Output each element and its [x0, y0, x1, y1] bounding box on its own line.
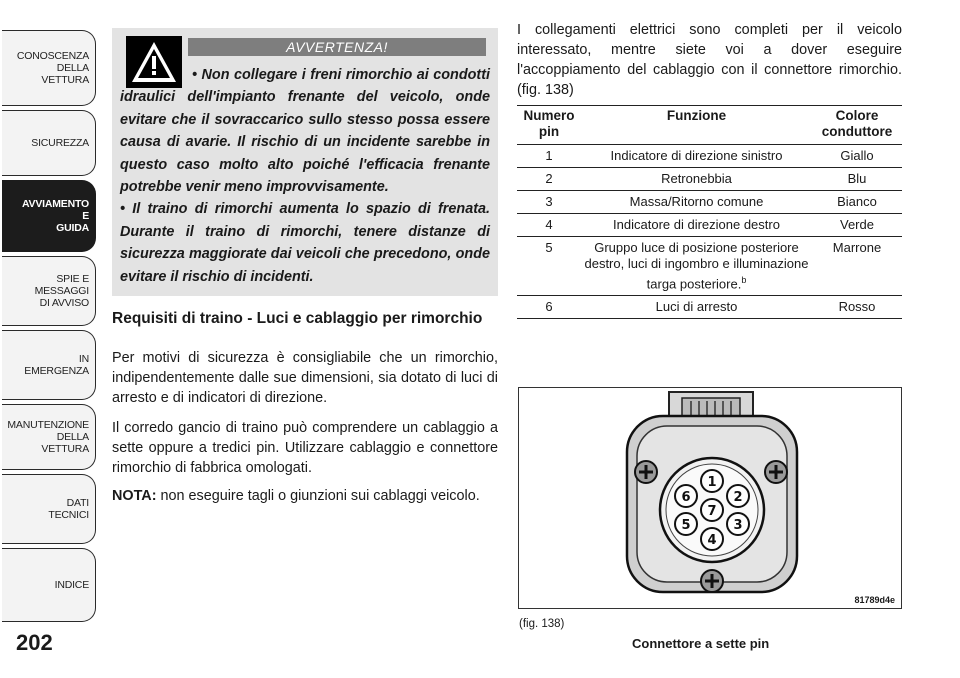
svg-text:4: 4: [707, 533, 717, 548]
table-row: [517, 191, 902, 214]
pin-1: [701, 470, 723, 492]
table-cell-color: Rosso: [812, 296, 902, 319]
table-header-pin: Numero pin: [517, 106, 581, 145]
svg-text:2: 2: [733, 490, 743, 505]
note-paragraph: [112, 486, 498, 506]
table-header-color: Colore conduttore: [812, 106, 902, 145]
tab-in-emergenza[interactable]: IN EMERGENZA: [2, 330, 96, 400]
table-row: [517, 296, 902, 319]
section-title: Requisiti di traino - Luci e cablaggio per rimorchio: [112, 310, 483, 327]
section-paragraph-1: Per motivi di sicurezza è consigliabile che un rimorchio, indipendentemente dalle sue dimensioni, sia dotato di luci di arresto e di indicatori di direzione.: [112, 350, 498, 406]
svg-text:5: 5: [681, 518, 691, 533]
tab-spie-e-messaggi[interactable]: SPIE E MESSAGGI DI AVVISO: [2, 256, 96, 326]
table-row: [517, 237, 902, 296]
warning-paragraph-2: • Il traino di rimorchi aumenta lo spazio di frenata. Durante il traino di rimorchi, tenere distanze di sicurezza maggiorate dai veicoli che precedono, onde evitare il rischio di incidenti.: [120, 201, 490, 285]
connector-figure: [518, 387, 902, 609]
figure-code: 81789d4e: [854, 595, 895, 605]
note-label: NOTA:: [112, 488, 157, 504]
pin-4: [701, 528, 723, 550]
svg-text:3: 3: [733, 518, 743, 533]
warning-text: [120, 64, 490, 288]
tab-dati-tecnici[interactable]: DATI TECNICI: [2, 474, 96, 544]
pin-6: [675, 485, 697, 507]
table-cell-function: Massa/Ritorno comune: [581, 191, 812, 214]
pin-5: [675, 513, 697, 535]
table-header-row: [517, 106, 902, 145]
section-paragraph-2: Il corredo gancio di traino può comprendere un cablaggio a sette oppure a tredici pin. Utilizzare cablaggio e connettore rimorchio di fabbrica omologati.: [112, 420, 498, 476]
figure-reference: (fig. 138): [519, 618, 565, 630]
warning-paragraph-1: • Non collegare i freni rimorchio ai condotti idraulici dell'impianto frenante del veicolo, onde evitare che il sovraccarico sullo stesso possa essere causa di avarie. Il rischio di un incidente sarebbe in questo caso molto alto poiché l'efficacia frenante potrebbe venir meno improvvisamente.: [120, 67, 490, 196]
svg-text:7: 7: [707, 504, 717, 519]
table-cell-pin: 4: [517, 214, 581, 237]
seven-pin-connector-illustration: [519, 388, 902, 609]
mounting-screw-icon: [765, 461, 787, 483]
chapter-sidebar: [0, 0, 100, 640]
warning-heading: AVVERTENZA!: [188, 38, 486, 56]
tab-avviamento-e-guida[interactable]: AVVIAMENTO E GUIDA: [2, 180, 96, 252]
table-cell-color: Bianco: [812, 191, 902, 214]
tab-indice[interactable]: INDICE: [2, 548, 96, 622]
page-number: 202: [16, 630, 53, 655]
table-cell-function: Luci di arresto: [581, 296, 812, 319]
table-cell-function: Indicatore di direzione sinistro: [581, 145, 812, 168]
table-cell-color: Marrone: [812, 237, 902, 296]
footnote-marker: b: [741, 275, 747, 285]
table-cell-color: Giallo: [812, 145, 902, 168]
tab-manutenzione[interactable]: MANUTENZIONE DELLA VETTURA: [2, 404, 96, 470]
table-cell-pin: 3: [517, 191, 581, 214]
pin-3: [727, 513, 749, 535]
svg-text:6: 6: [681, 490, 691, 505]
pin-2: [727, 485, 749, 507]
table-row: [517, 214, 902, 237]
table-row: [517, 168, 902, 191]
warning-box: [112, 28, 498, 296]
table-cell-function: Indicatore di direzione destro: [581, 214, 812, 237]
table-header-function: Funzione: [581, 106, 812, 145]
table-cell-pin: 5: [517, 237, 581, 296]
mounting-screw-icon: [635, 461, 657, 483]
pin-7: [701, 499, 723, 521]
table-cell-color: Blu: [812, 168, 902, 191]
table-cell-function: Retronebbia: [581, 168, 812, 191]
table-cell-pin: 1: [517, 145, 581, 168]
table-cell-function: Gruppo luce di posizione posteriore destro, luci di ingombro e illuminazione targa posteriore.$^b$: [581, 237, 812, 296]
svg-text:1: 1: [707, 475, 717, 490]
tab-conoscenza-della-vettura[interactable]: CONOSCENZA DELLA VETTURA: [2, 30, 96, 106]
figure-caption: Connettore a sette pin: [632, 636, 770, 651]
pin-table: [517, 105, 902, 319]
table-cell-pin: 6: [517, 296, 581, 319]
table-row: [517, 145, 902, 168]
table-cell-pin: 2: [517, 168, 581, 191]
tab-sicurezza[interactable]: SICUREZZA: [2, 110, 96, 176]
table-cell-color: Verde: [812, 214, 902, 237]
note-text: non eseguire tagli o giunzioni sui cablaggi veicolo.: [156, 488, 480, 504]
intro-paragraph: I collegamenti elettrici sono completi per il veicolo interessato, mentre siete voi a dover eseguire l'accoppiamento del cablaggio con il connettore rimorchio. (fig. 138): [517, 22, 902, 98]
mounting-screw-icon: [701, 570, 723, 592]
